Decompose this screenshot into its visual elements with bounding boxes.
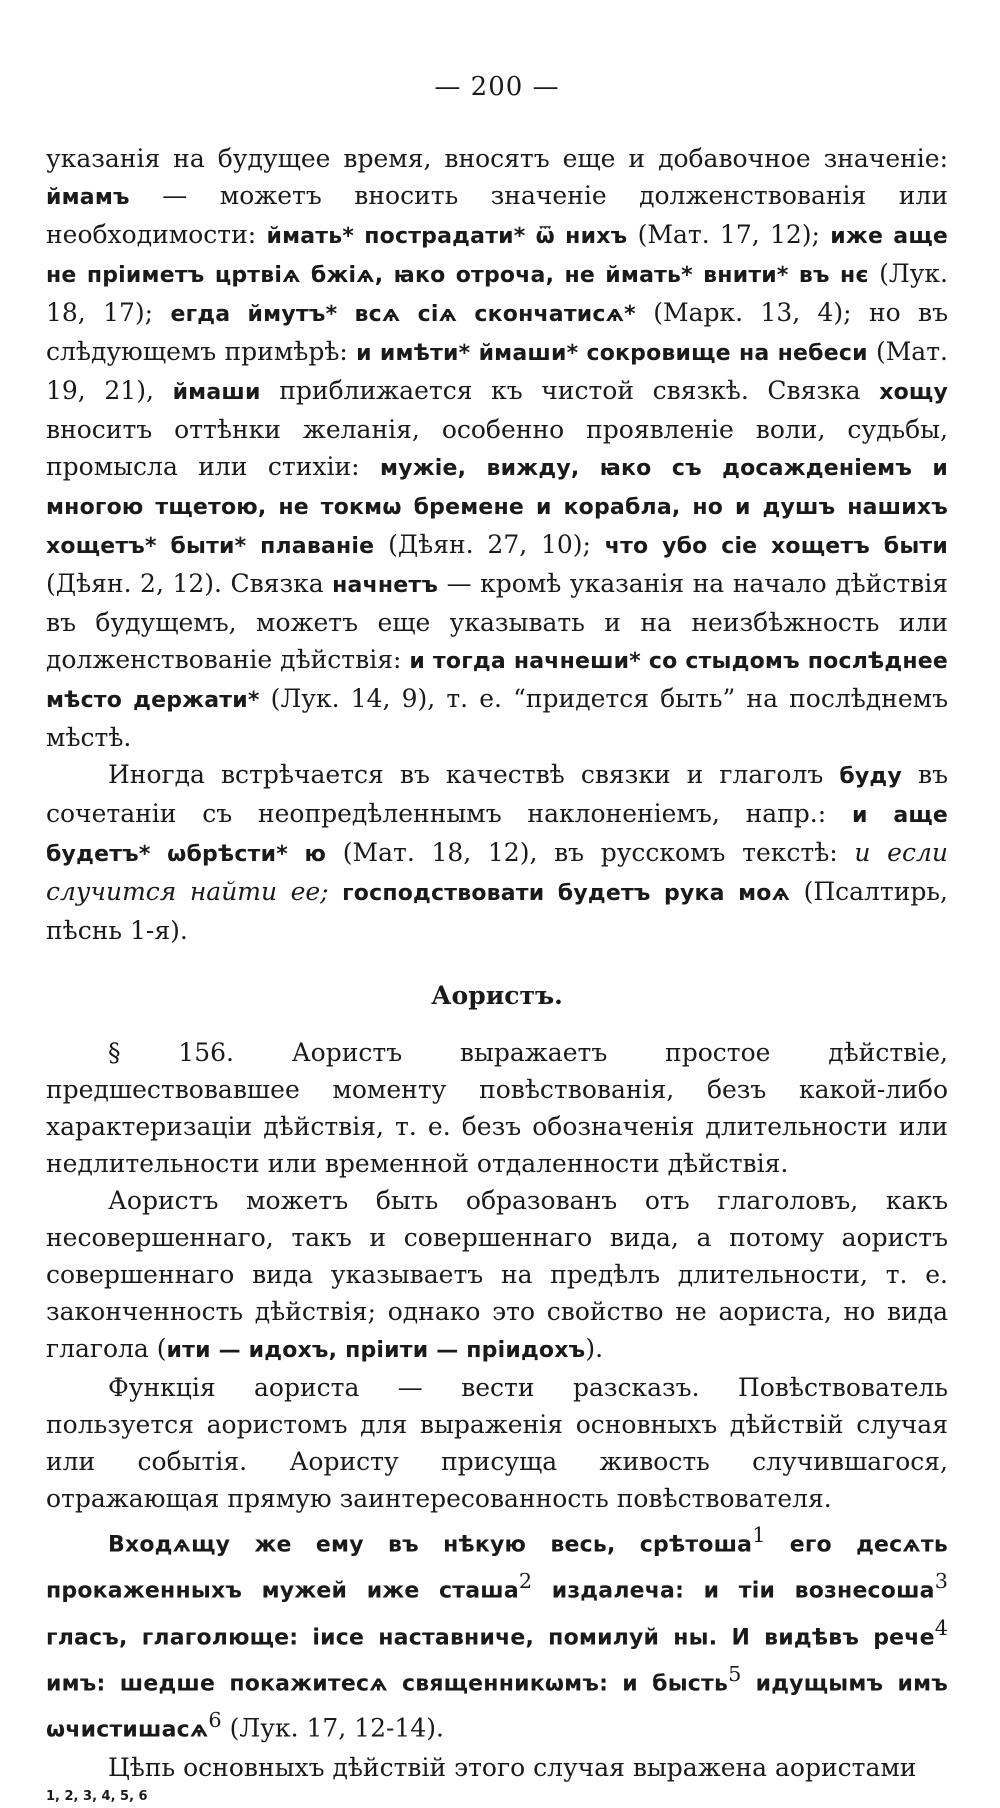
church-slavonic-term: ймаши (172, 380, 261, 405)
church-slavonic-quote: и имѣти* ймаши* сокровище на небеси (356, 341, 868, 366)
text-run: Аористъ можетъ быть образованъ отъ глаголовъ, какъ несовершеннаго, такъ и совершеннаго вида, а потому аористъ совершеннаго вида указываетъ на предѣлъ длительности, т. е. законченность дѣйствія; однако это свойство не аориста, но вида глагола ( (46, 1186, 948, 1363)
paragraph-6 (46, 1517, 948, 1749)
citation: (Мат. 19, 21), (46, 337, 948, 405)
section-heading: Аористъ. (431, 981, 563, 1010)
church-slavonic-term: начнетъ (332, 573, 439, 598)
church-slavonic-term: буду (839, 764, 902, 789)
text-run: приближается къ чистой связкѣ. Связка (260, 376, 880, 405)
church-slavonic-quote: имъ: шедше покажитесѧ священникѡмъ: и бысть (46, 1671, 729, 1697)
paragraph-1 (46, 140, 948, 756)
paragraph-7: Цѣпь основныхъ дѣйствій этого случая выражена аористами (108, 1752, 917, 1782)
paragraph-4 (46, 1182, 948, 1369)
church-slavonic-quote: и тогда начнеши* со стыдомъ послѣднее мѣсто держати* (46, 649, 949, 713)
footnote-mark: 4 (934, 1615, 948, 1640)
text-run: — можетъ вносить значеніе долженствованія или необходимости: (46, 181, 948, 249)
citation: (Псалтирь, пѣснь 1-я). (46, 877, 948, 945)
church-slavonic-quote: его десѧть прокаженныхъ мужей иже сташа (46, 1532, 948, 1604)
church-slavonic-quote: и аще будетъ* ѡбрѣсти* ю (46, 803, 948, 867)
text-run: — кромѣ указанія на начало дѣйствія въ будущемъ, можетъ еще указывать и на неизбѣжность или долженствованіе дѣйствія: (46, 569, 948, 674)
citation: (Лук. 18, 17); (46, 259, 948, 327)
text-run (329, 877, 342, 906)
italic-translation: и если случится найти ее; (46, 838, 948, 906)
citation: (Дѣян. 2, 12). Связка (46, 569, 333, 598)
page-body (46, 140, 948, 1808)
text-run: ). (585, 1334, 604, 1363)
church-slavonic-quote: господствовати будетъ рука моѧ (342, 881, 791, 906)
paragraph-2 (46, 756, 948, 949)
church-slavonic-quote: ймать* пострадати* ѿ нихъ (266, 224, 628, 249)
church-slavonic-quote: гласъ, глаголюще: іисе наставниче, помилуй ны. И видѣвъ рече (46, 1624, 935, 1650)
church-slavonic-term: ити — идохъ, пріити — пріидохъ (166, 1338, 586, 1363)
church-slavonic-quote: идущымъ имъ ѡчистишасѧ (46, 1671, 948, 1743)
citation: (Лук. 17, 12-14). (221, 1713, 444, 1743)
text-run: вноситъ оттѣнки желанія, особенно проявленіе воли, судьбы, промысла или стихіи: (46, 415, 948, 481)
church-slavonic-quote: иже аще не пріиметъ цртвіѧ бжіѧ, ꙗко отроча, не ймать* внити* въ нє (46, 224, 948, 288)
text-run: указанія на будущее время, вносятъ еще и добавочное значеніе: (46, 144, 948, 173)
footnote-mark: 2 (518, 1569, 533, 1594)
church-slavonic-quote: мужіе, вижду, ꙗко съ досажденіемъ и многою тщетою, не токмѡ бремене и корабла, но и душъ нашихъ хощетъ* быти* плаваніе (46, 456, 948, 559)
footnote-mark: 1 (752, 1523, 766, 1547)
citation: (Марк. 13, 4); но въ слѣдующемъ примѣрѣ: (46, 298, 948, 366)
church-slavonic-term: хощу (879, 380, 948, 405)
church-slavonic-term: ймамъ (46, 185, 130, 210)
citation: (Мат. 17, 12); (627, 220, 831, 249)
text-run: Иногда встрѣчается въ качествѣ связки и глаголъ (108, 760, 840, 789)
church-slavonic-quote: Входѧщу же ему въ нѣкую весь, срѣтоша (108, 1532, 753, 1558)
footnote-mark: 3 (934, 1569, 948, 1594)
church-slavonic-quote: что убо сіе хощетъ быти (604, 534, 948, 559)
church-slavonic-quote: егда ймутъ* всѧ сіѧ скончатисѧ* (170, 302, 636, 327)
church-slavonic-quote: издалеча: и тіи вознесоша (532, 1578, 935, 1604)
text-run: (Мат. 18, 12), въ русскомъ текстѣ: (326, 838, 855, 867)
footnote-mark: 6 (208, 1708, 222, 1733)
footnote-mark: 5 (728, 1661, 742, 1686)
paragraph-3: § 156. Аористъ выражаетъ простое дѣйствіе, предшествовавшее моменту повѣствованія, безъ какой-либо характеризаціи дѣйствія, т. е. безъ обозначенія длительности или недлительности или временной отдаленности дѣйствія. (46, 1038, 948, 1178)
paragraph-5: Функція аориста — вести разсказъ. Повѣствователь пользуется аористомъ для выраженія основныхъ дѣйствій случая или событія. Аористу присуща живость случившагося, отражающая прямую заинтересованность повѣствователя. (46, 1373, 948, 1513)
text-run: въ сочетаніи съ неопредѣленнымъ наклоненіемъ, напр.: (46, 760, 948, 828)
page-number: — 200 — (434, 72, 560, 102)
footnote-marks-line: 1, 2, 3, 4, 5, 6 (46, 1788, 148, 1804)
book-page (46, 0, 949, 1804)
citation: (Дѣян. 27, 10); (374, 530, 605, 559)
citation: (Лук. 14, 9), т. е. “придется быть” на послѣднемъ мѣстѣ. (46, 684, 948, 752)
